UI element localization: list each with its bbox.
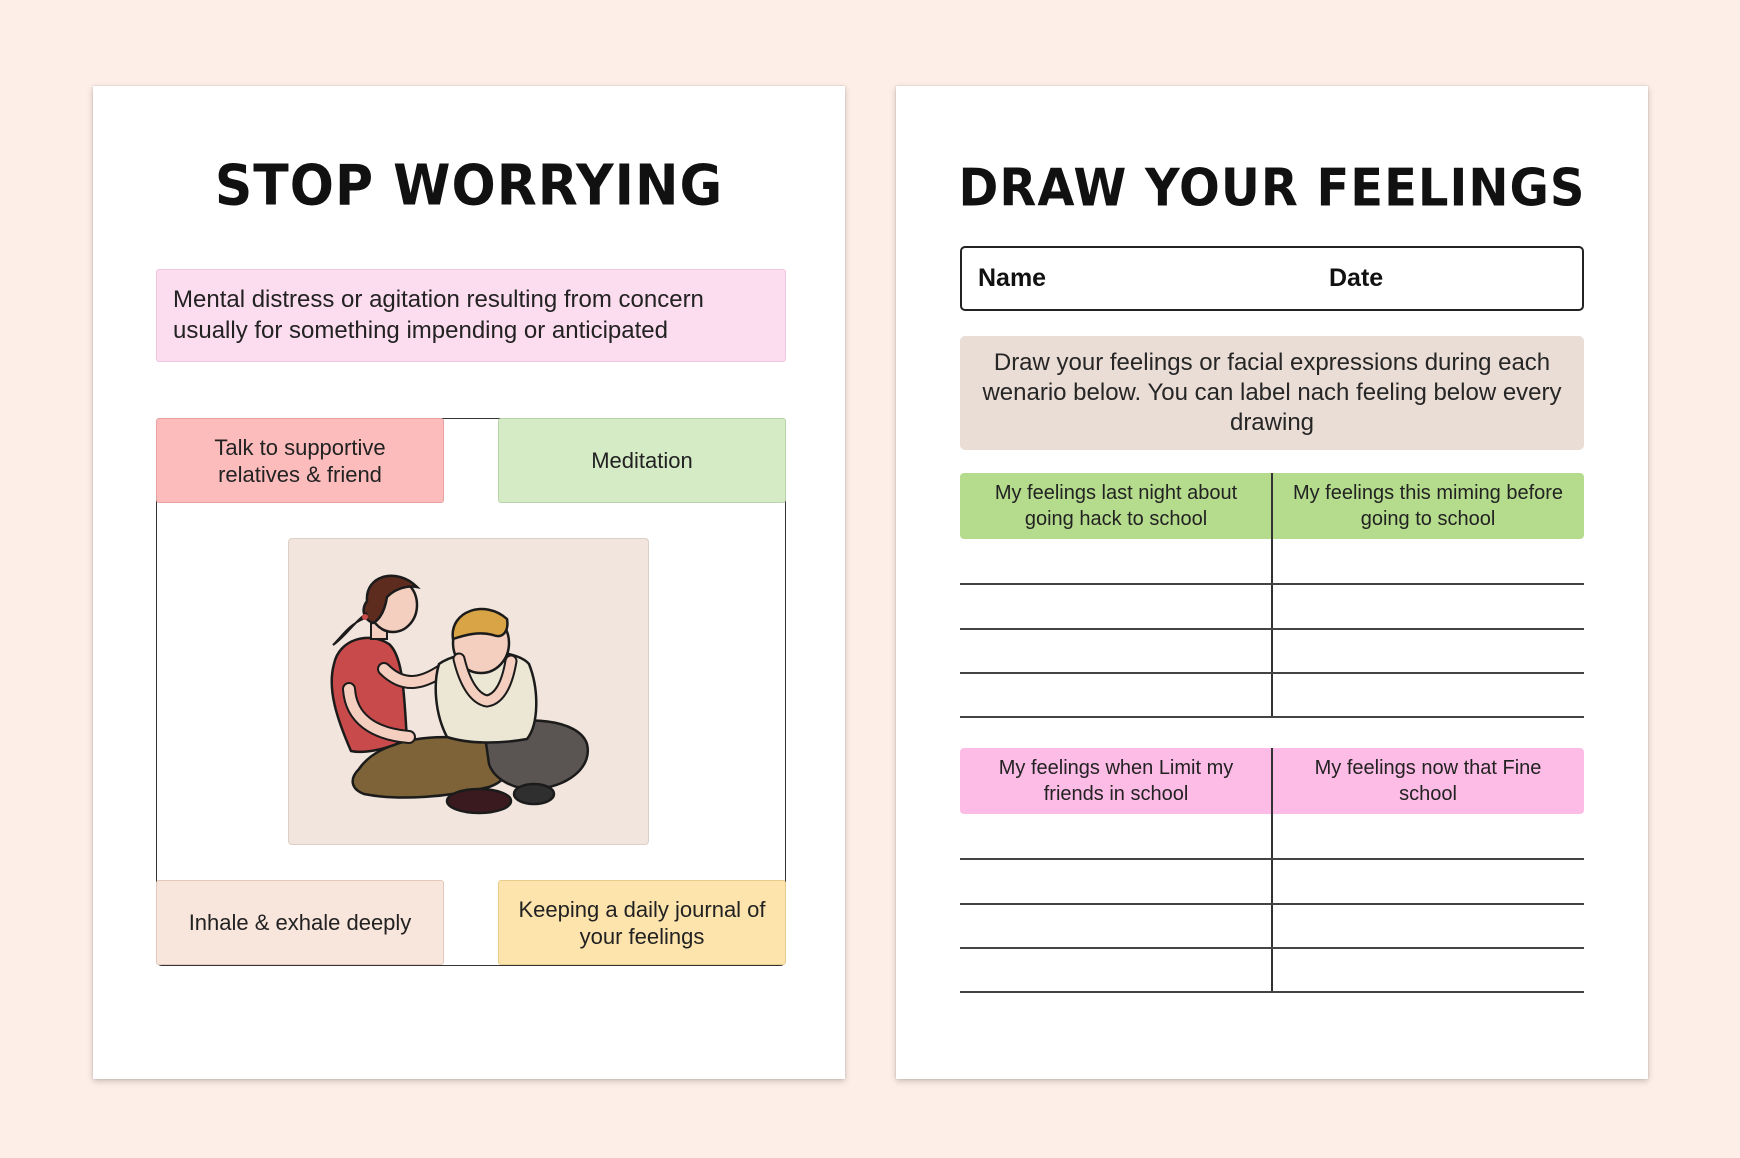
illustration-icon [289,539,649,845]
header-cell-right: My feelings this miming before going to school [1292,482,1564,530]
feelings-table-1 [960,473,1584,717]
header-cell-left: My feelings when Limit my friends in school [998,757,1234,805]
writing-line[interactable] [960,628,1584,630]
tip-journal: Keeping a daily journal of your feelings [498,880,786,965]
instructions-box: Draw your feelings or facial expressions during each wenario below. You can label nach feeling below every drawing [960,336,1584,450]
writing-line[interactable] [960,716,1584,718]
writing-line[interactable] [960,672,1584,674]
worksheet-page-draw-feelings [896,86,1648,1079]
feelings-table-2 [960,748,1584,992]
writing-line[interactable] [960,947,1584,949]
definition-box: Mental distress or agitation resulting from concern usually for something impending or anticipated [156,269,786,362]
writing-line[interactable] [960,903,1584,905]
header-cell-left: My feelings last night about going hack to school [994,482,1238,530]
writing-line[interactable] [960,858,1584,860]
name-date-box[interactable] [960,246,1584,311]
name-label: Name [978,264,1047,292]
writing-line[interactable] [960,583,1584,585]
tip-talk-to-relatives: Talk to supportive relatives & friend [156,418,444,503]
header-cell-right: My feelings now that Fine school [1314,757,1542,805]
date-label: Date [1329,264,1384,292]
writing-line[interactable] [960,991,1584,993]
worksheet-page-stop-worrying [93,86,845,1079]
comforting-friend-illustration [288,538,649,845]
column-divider [1271,748,1273,992]
tip-meditation: Meditation [498,418,786,503]
column-divider [1271,473,1273,717]
page-title: STOP WORRYING [214,153,724,219]
tip-breathing: Inhale & exhale deeply [156,880,444,965]
page-title: DRAW YOUR FEELINGS [958,157,1586,219]
